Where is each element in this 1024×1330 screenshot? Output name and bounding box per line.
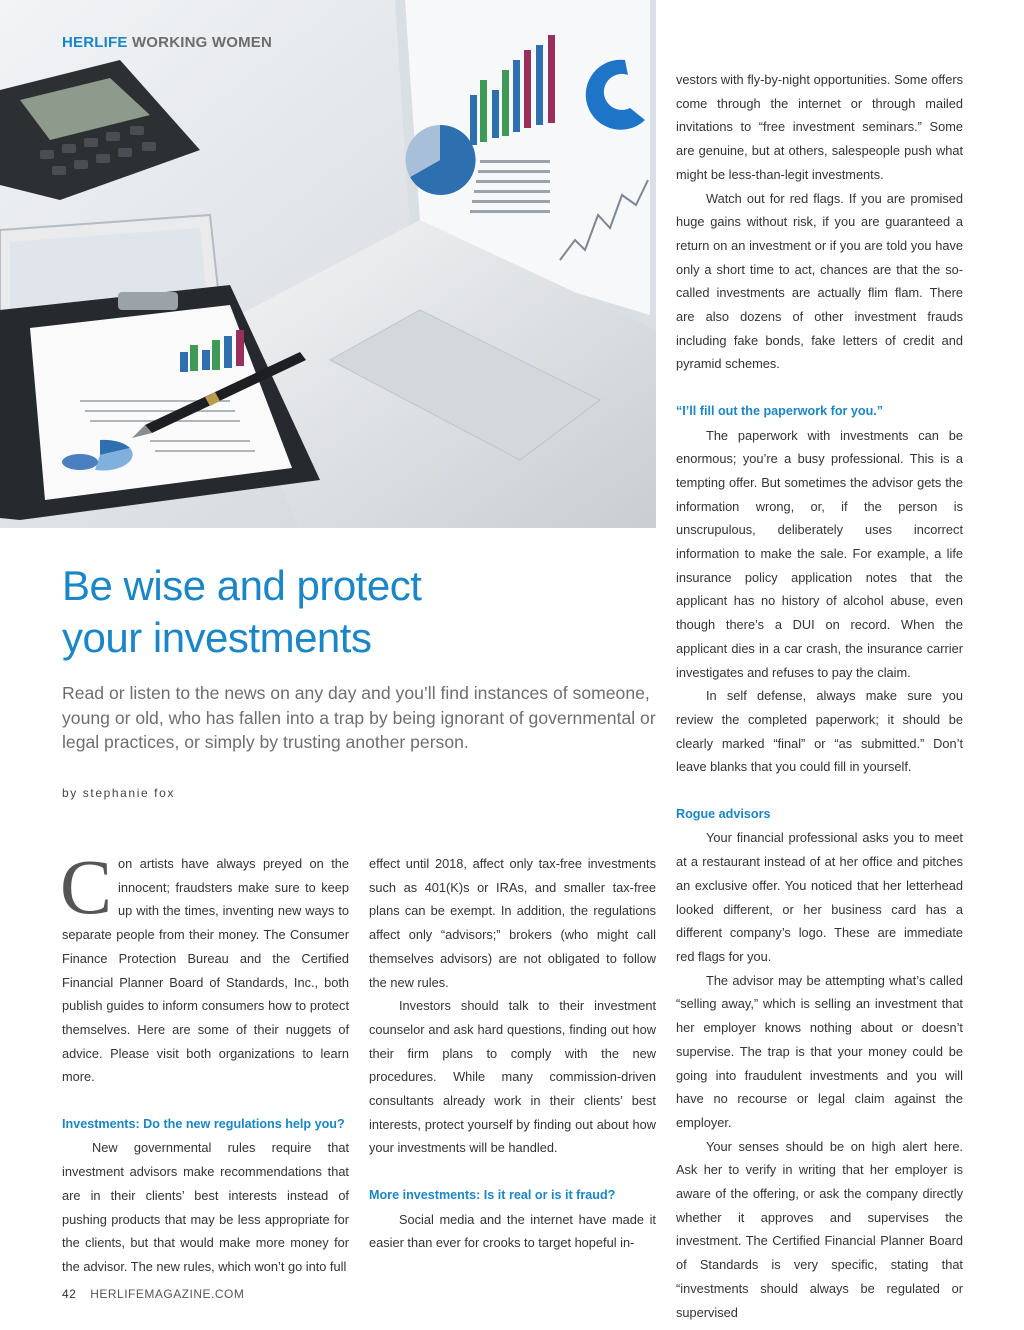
column-1	[60, 843, 349, 1279]
section-header	[62, 34, 272, 51]
byline: by stephanie fox	[62, 786, 175, 800]
magazine-brand: HERLIFE	[62, 34, 128, 51]
paragraph: vestors with fly-by-night opportunities. Some offers come through the internet or through mailed invitations to “free investment seminars.” Some are genuine, but at others, salespeople push what might be less-than-legit investments.	[676, 72, 963, 182]
site-url: HERLIFEMAGAZINE.COM	[90, 1287, 245, 1301]
column-2	[369, 852, 656, 1255]
paragraph: Investors should talk to their investment counselor and ask hard questions, finding out how their firm plans to comply with the new procedures. While many commission-driven consultants already work in their clients’ best interests, protect yourself by finding out about how your investments will be handled.	[369, 998, 656, 1156]
article-dek: Read or listen to the news on any day and you’ll find instances of someone, young or old, who has fallen into a trap by being ignorant of governmental or legal practices, or simply by trusting another person.	[62, 683, 656, 752]
column-3	[676, 68, 963, 1324]
intro-text: on artists have always preyed on the innocent; fraudsters make sure to keep up with the times, inventing new ways to separate people from their money. The Consumer Finance Protection Bureau and the Certified Financial Planner Board of Standards, Inc., both publish guides to inform consumers how to protect themselves. Here are some of their nuggets of advice. Please visit both organizations to learn more.	[62, 856, 349, 1085]
subhead-paperwork: “I’ll fill out the paperwork for you.”	[676, 403, 884, 418]
article-title	[62, 560, 421, 664]
hero-illustration	[0, 0, 656, 528]
intro-paragraph	[60, 843, 349, 1089]
paragraph: Your senses should be on high alert here. Ask her to verify in writing that her employer is aware of the offering, or ask the company directly whether it approves and supervises the investment. The Certified Financial Planner Board of Standards is very specific, stating that “investments should always be regulated or supervised	[676, 1138, 963, 1320]
paragraph: In self defense, always make sure you review the completed paperwork; it should be clearly marked “final” or “as submitted.” Don’t leave blanks that you could fill in yourself.	[676, 688, 963, 775]
section-name: WORKING WOMEN	[131, 34, 273, 51]
title-line-2: your investments	[62, 614, 372, 661]
subhead-regulations: Investments: Do the new regulations help you?	[62, 1116, 345, 1131]
page-footer	[62, 1287, 244, 1301]
drop-cap: C	[60, 843, 113, 930]
paragraph: Your financial professional asks you to meet at a restaurant instead of at her office and pitches an exclusive offer. You noticed that her letterhead looked different, or her business card has a different company’s logo. These are immediate red flags for you.	[676, 830, 963, 964]
paragraph: effect until 2018, affect only tax-free investments such as 401(K)s or IRAs, and smaller tax-free plans can be exempt. In addition, the regulations affect only “advisors;” brokers (who might call themselves advisors) are not obligated to follow the new rules.	[369, 856, 656, 990]
title-line-1: Be wise and protect	[62, 562, 422, 609]
paragraph: The advisor may be attempting what’s called “selling away,” which is selling an investment that her employer knows nothing about or doesn’t supervise. The trap is that your money could be going into fraudulent investments and you will have no recourse or legal claim against the employer.	[676, 972, 963, 1130]
page-number: 42	[62, 1287, 77, 1301]
subhead-rogue-advisors: Rogue advisors	[676, 806, 771, 821]
subhead-fraud: More investments: Is it real or is it fraud?	[369, 1187, 616, 1202]
paragraph: The paperwork with investments can be enormous; you’re a busy professional. This is a tempting offer. But sometimes the advisor gets the information wrong, or, if the person is unscrupulous, deliberately uses incorrect information to make the sale. For example, a life insurance policy application notes that the applicant has no history of alcohol abuse, even though there’s a DUI on record. When the applicant dies in a car crash, the insurance carrier investigates and refuses to pay the claim.	[676, 427, 963, 680]
hero-photo	[0, 0, 656, 528]
paragraph: New governmental rules require that investment advisors make recommendations that are in their clients’ best interests instead of pushing products that may be less appropriate for the clients, but that would make more money for the advisor. The new rules, which won’t go into full	[62, 1140, 349, 1274]
paragraph: Watch out for red flags. If you are promised huge gains without risk, if you are guaranteed a return on an investment or if you are told you have only a short time to act, chances are that the so-called investments are actually flim flam. There are also dozens of other investment frauds including fake bonds, fake letters of credit and pyramid schemes.	[676, 190, 963, 372]
paragraph: Social media and the internet have made it easier than ever for crooks to target hopeful in-	[369, 1211, 656, 1251]
